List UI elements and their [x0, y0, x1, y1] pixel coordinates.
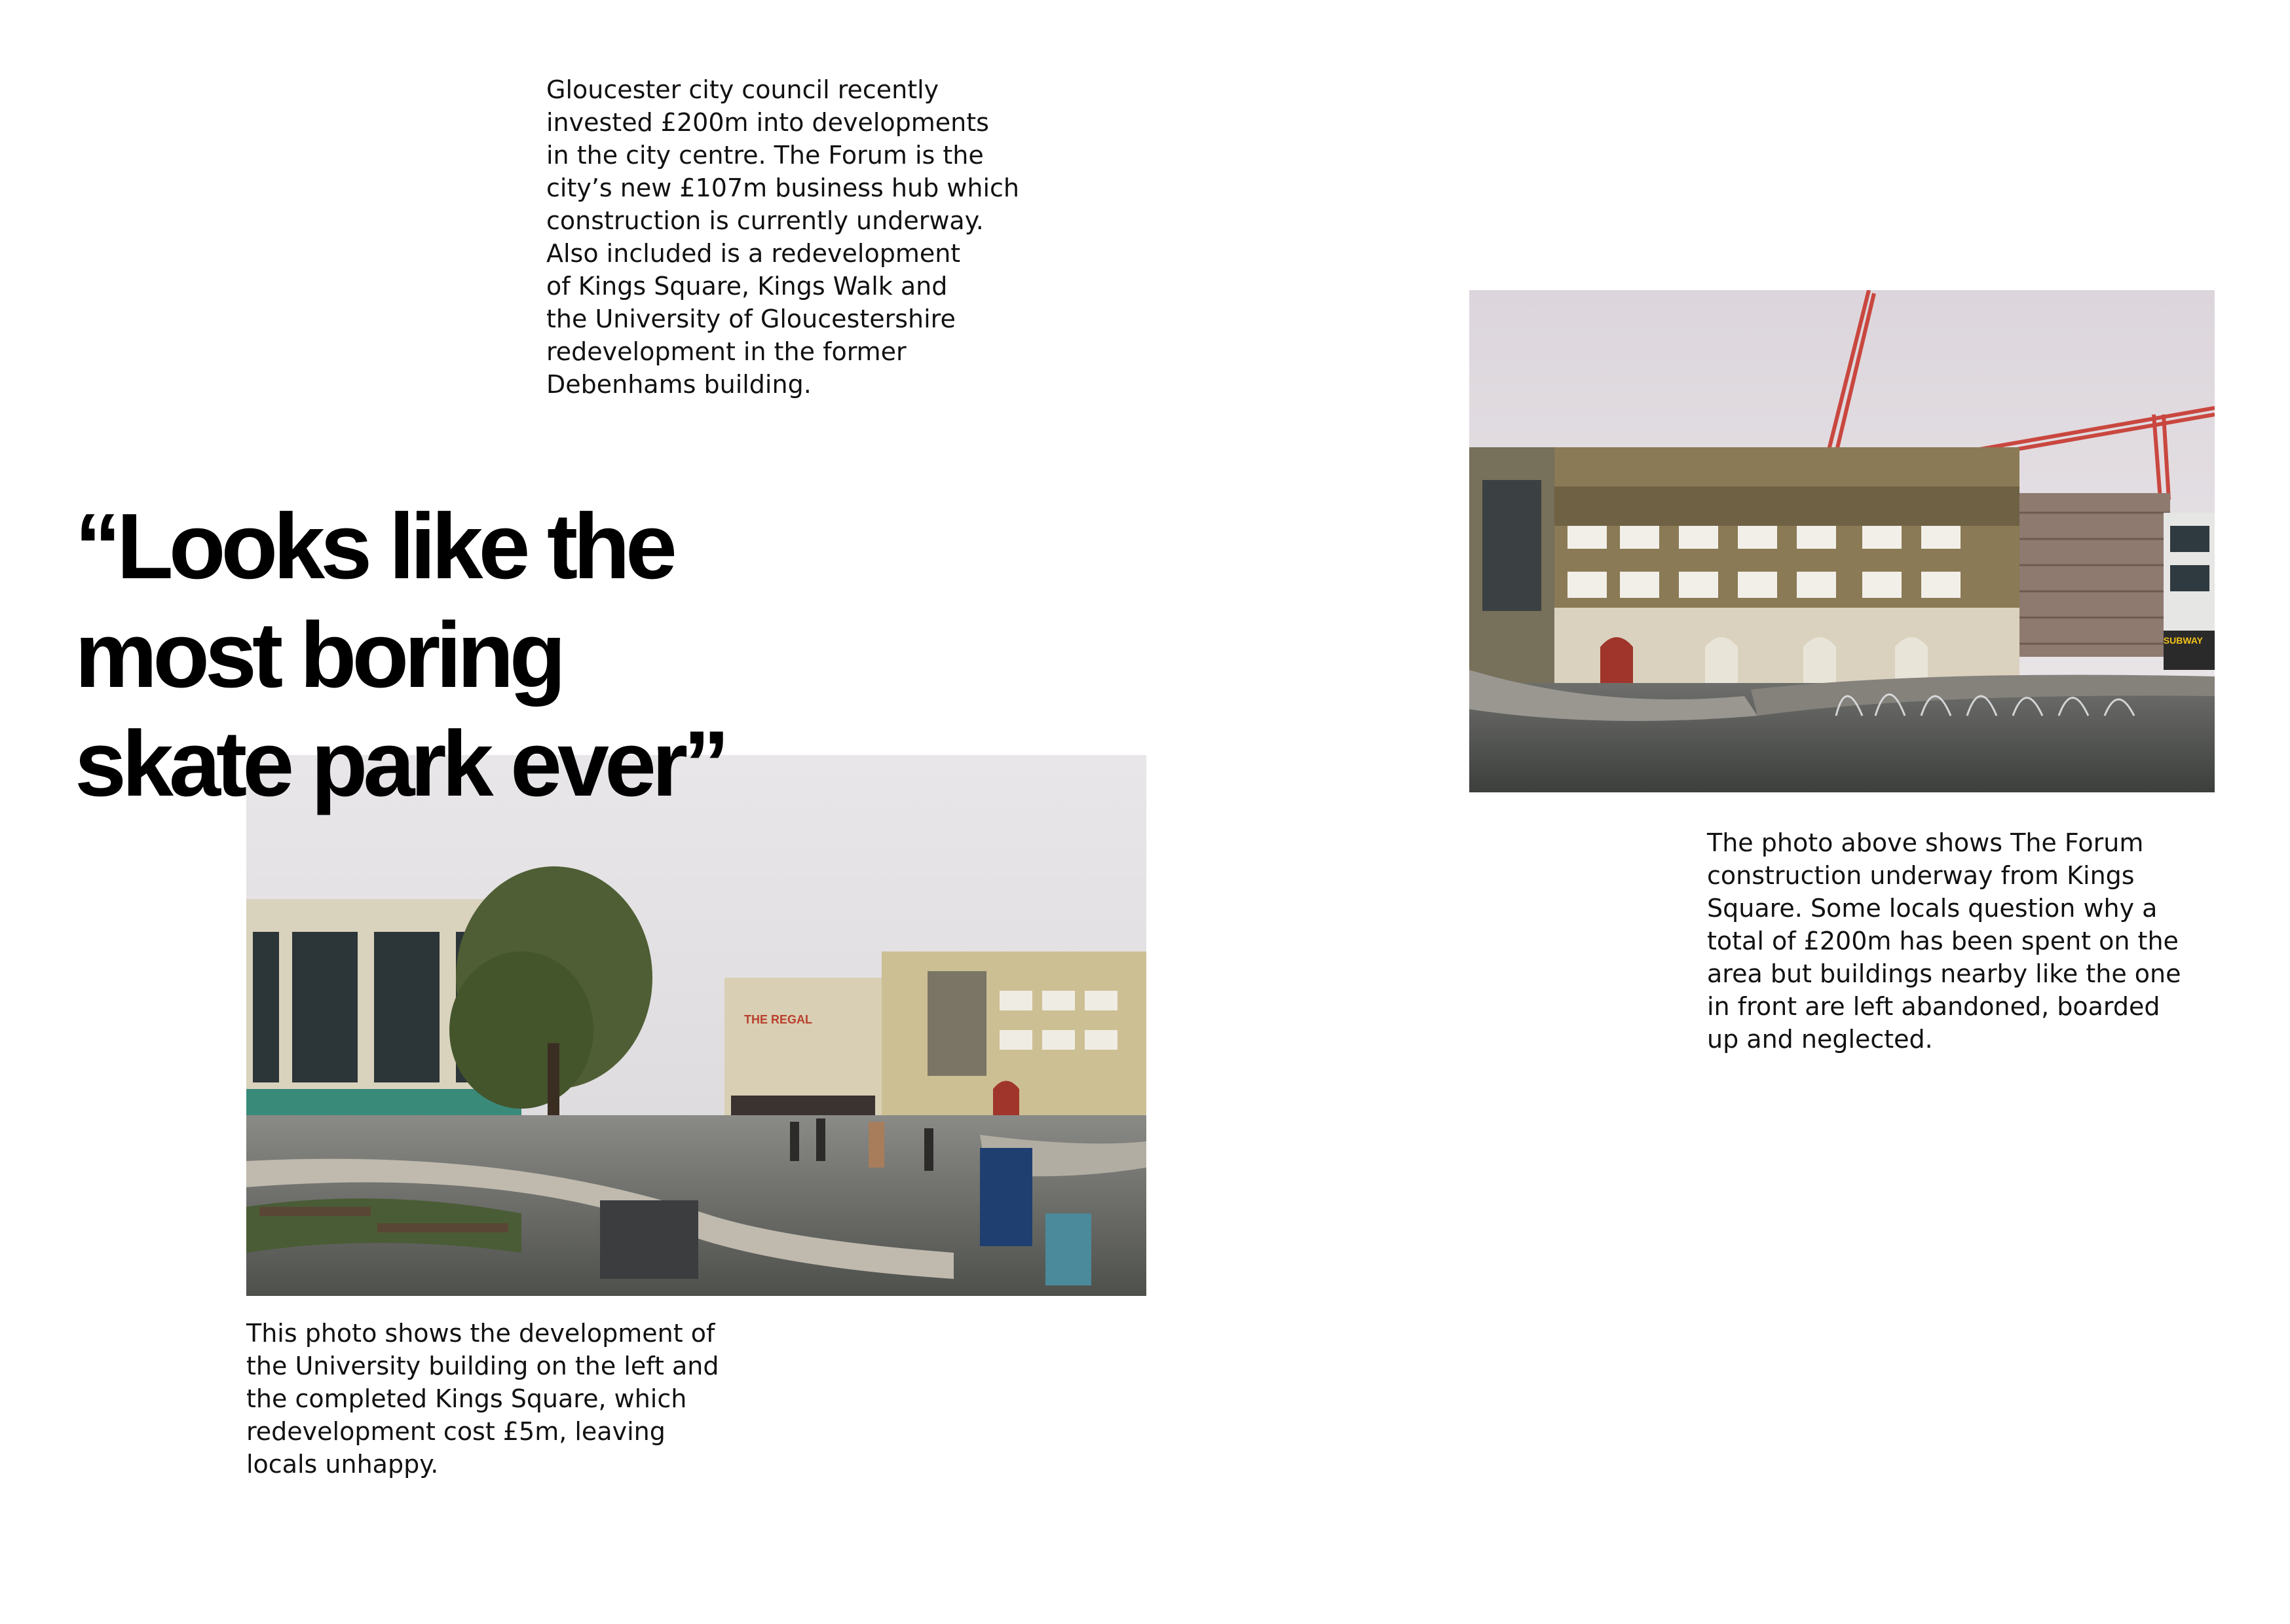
intro-line: city’s new £107m business hub which — [546, 174, 1019, 202]
subway-sign: SUBWAY — [2163, 635, 2203, 646]
caption-line: This photo shows the development of — [246, 1319, 715, 1348]
caption-line: Square. Some locals question why a — [1707, 894, 2158, 923]
caption-line: total of £200m has been spent on the — [1707, 927, 2179, 955]
intro-paragraph — [546, 73, 1057, 401]
intro-line: redevelopment in the former — [546, 337, 907, 366]
caption-line: redevelopment cost £5m, leaving — [246, 1417, 666, 1446]
forum-photo-caption — [1707, 826, 2231, 1056]
regal-sign: THE REGAL — [744, 1013, 813, 1026]
caption-line: area but buildings nearby like the one — [1707, 959, 2181, 988]
intro-line: Debenhams building. — [546, 370, 812, 399]
pull-quote-line: most boring — [75, 603, 562, 707]
caption-line: in front are left abandoned, boarded — [1707, 992, 2160, 1021]
intro-line: of Kings Square, Kings Walk and — [546, 272, 948, 301]
intro-line: construction is currently underway. — [546, 206, 984, 235]
caption-line: the University building on the left and — [246, 1352, 719, 1380]
forum-photo-illustration — [1469, 290, 2215, 792]
intro-line: invested £200m into developments — [546, 108, 989, 137]
caption-line: up and neglected. — [1707, 1025, 1933, 1054]
kings-square-photo-caption — [246, 1317, 757, 1481]
pull-quote-line: skate park ever” — [75, 712, 726, 816]
pull-quote-line: “Looks like the — [75, 494, 673, 599]
intro-line: in the city centre. The Forum is the — [546, 141, 984, 170]
forum-construction-photo — [1469, 290, 2215, 792]
intro-line: the University of Gloucestershire — [546, 304, 956, 333]
caption-line: The photo above shows The Forum — [1707, 828, 2144, 857]
caption-line: construction underway from Kings — [1707, 861, 2135, 890]
kings-square-photo-illustration — [246, 755, 1146, 1296]
kings-square-photo — [246, 755, 1146, 1296]
caption-line: locals unhappy. — [246, 1450, 439, 1479]
caption-line: the completed Kings Square, which — [246, 1384, 687, 1413]
pull-quote — [75, 492, 725, 819]
intro-line: Also included is a redevelopment — [546, 239, 961, 268]
intro-line: Gloucester city council recently — [546, 75, 939, 104]
